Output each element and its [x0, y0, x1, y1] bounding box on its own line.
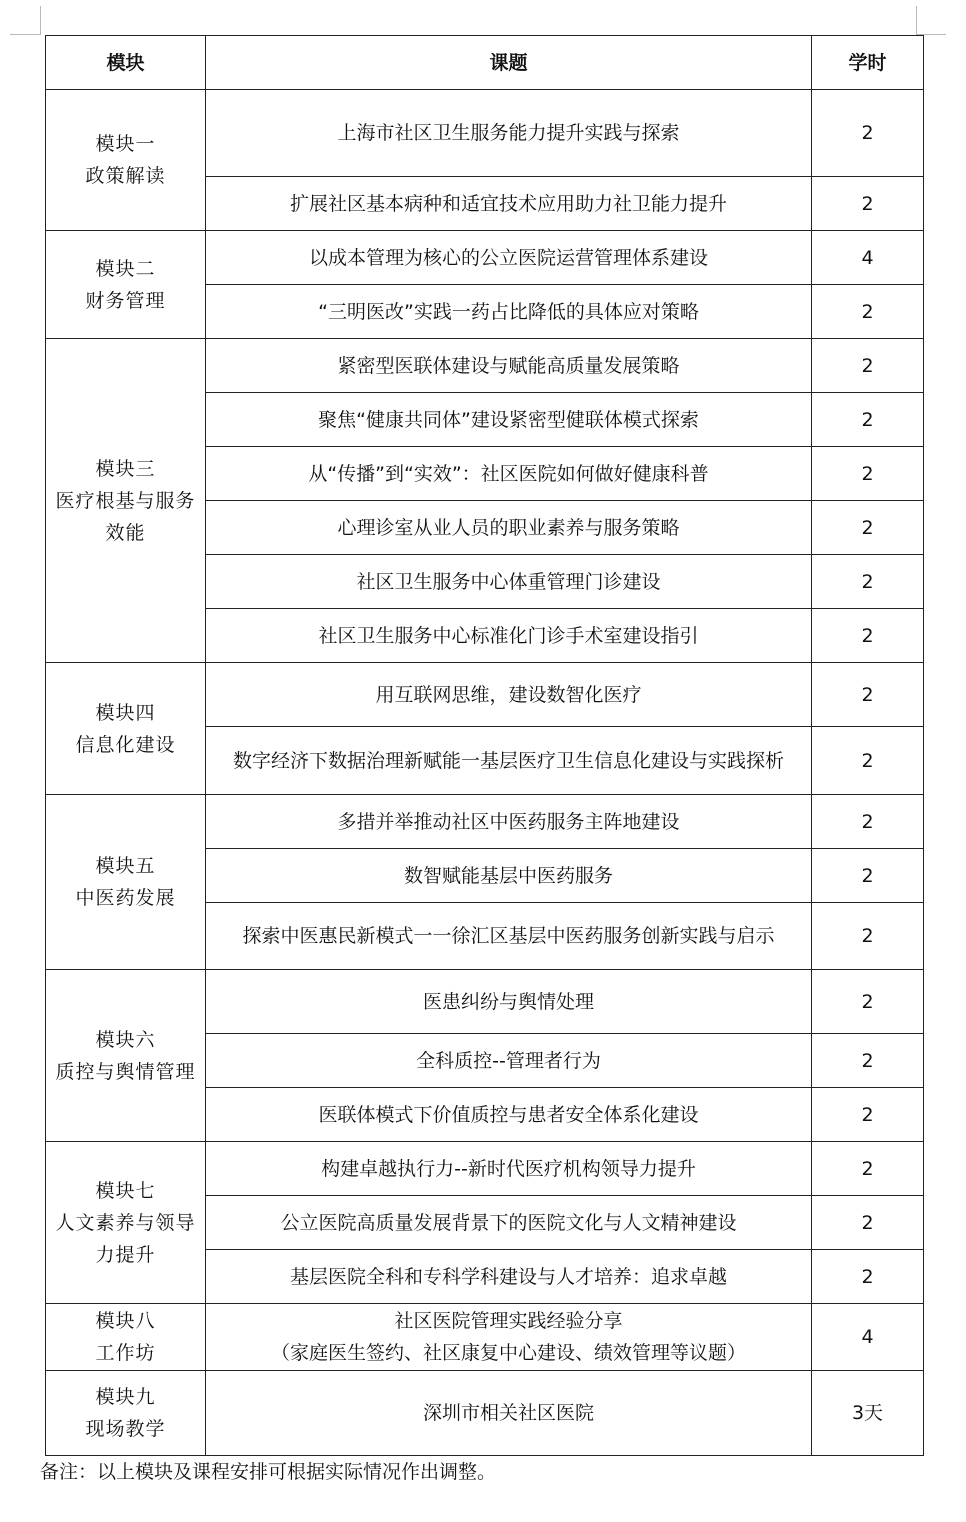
topic-cell: 社区卫生服务中心标准化门诊手术室建设指引 [206, 609, 812, 663]
module-number: 模块五 [95, 855, 156, 877]
hours-cell: 2 [812, 1034, 924, 1088]
table-row [46, 1304, 924, 1371]
table-row [46, 970, 924, 1034]
module-number: 模块一 [95, 133, 156, 155]
header-hours: 学时 [812, 36, 924, 90]
topic-cell: 以成本管理为核心的公立医院运营管理体系建设 [206, 231, 812, 285]
hours-cell: 2 [812, 339, 924, 393]
hours-cell: 2 [812, 970, 924, 1034]
table-row [46, 231, 924, 285]
module-number: 模块七 [95, 1179, 156, 1202]
module-number: 模块九 [95, 1386, 156, 1408]
header-topic: 课题 [206, 36, 812, 90]
module-cell-8 [46, 1304, 206, 1371]
module-cell-5 [46, 795, 206, 970]
topic-cell: 探索中医惠民新模式一一徐汇区基层中医药服务创新实践与启示 [206, 903, 812, 970]
topic-cell: 多措并举推动社区中医药服务主阵地建设 [206, 795, 812, 849]
topic-cell: 构建卓越执行力--新时代医疗机构领导力提升 [206, 1142, 812, 1196]
topic-cell: 医联体模式下价值质控与患者安全体系化建设 [206, 1088, 812, 1142]
hours-cell: 2 [812, 1142, 924, 1196]
topic-subtitle: （家庭医生签约、社区康复中心建设、绩效管理等议题） [270, 1342, 746, 1364]
module-name: 财务管理 [85, 289, 166, 312]
table-row [46, 795, 924, 849]
topic-cell: 聚焦“健康共同体”建设紧密型健联体模式探索 [206, 393, 812, 447]
header-row [46, 36, 924, 90]
topic-title: 社区医院管理实践经验分享 [394, 1310, 623, 1332]
hours-cell: 2 [812, 177, 924, 231]
topic-cell: 深圳市相关社区医院 [206, 1371, 812, 1456]
hours-cell: 2 [812, 393, 924, 447]
hours-cell: 2 [812, 795, 924, 849]
module-number: 模块四 [95, 701, 156, 724]
hours-cell: 4 [812, 231, 924, 285]
module-name: 质控与舆情管理 [55, 1060, 196, 1083]
module-name: 信息化建设 [75, 733, 176, 756]
module-cell-2 [46, 231, 206, 339]
table-row [46, 90, 924, 177]
crop-mark-right-v [916, 6, 917, 34]
module-cell-6 [46, 970, 206, 1142]
module-cell-4 [46, 663, 206, 795]
remark-note: 备注：以上模块及课程安排可根据实际情况作出调整。 [40, 1461, 497, 1483]
topic-cell: 上海市社区卫生服务能力提升实践与探索 [206, 90, 812, 177]
topic-cell: 心理诊室从业人员的职业素养与服务策略 [206, 501, 812, 555]
topic-cell: 医患纠纷与舆情处理 [206, 970, 812, 1034]
module-name: 现场教学 [85, 1418, 166, 1440]
topic-cell: 扩展社区基本病种和适宜技术应用助力社卫能力提升 [206, 177, 812, 231]
topic-cell: 数智赋能基层中医药服务 [206, 849, 812, 903]
topic-cell: 数字经济下数据治理新赋能一基层医疗卫生信息化建设与实践探析 [206, 727, 812, 795]
hours-cell: 2 [812, 555, 924, 609]
table-row [46, 339, 924, 393]
hours-cell: 2 [812, 1250, 924, 1304]
module-name: 中医药发展 [75, 887, 176, 909]
module-number: 模块二 [95, 257, 156, 280]
crop-mark-left-h [10, 34, 41, 35]
crop-mark-left-v [40, 6, 41, 34]
hours-cell: 2 [812, 447, 924, 501]
module-name: 政策解读 [85, 165, 166, 187]
hours-cell: 2 [812, 90, 924, 177]
topic-cell: 基层医院全科和专科学科建设与人才培养：追求卓越 [206, 1250, 812, 1304]
module-cell-3 [46, 339, 206, 663]
module-name: 医疗根基与服务效能 [55, 489, 196, 544]
topic-cell: 用互联网思维，建设数智化医疗 [206, 663, 812, 727]
course-schedule-table [45, 35, 924, 1456]
module-cell-1 [46, 90, 206, 231]
hours-cell: 4 [812, 1304, 924, 1371]
table-row [46, 1371, 924, 1456]
topic-cell: 全科质控--管理者行为 [206, 1034, 812, 1088]
hours-cell: 2 [812, 609, 924, 663]
topic-cell: 从“传播”到“实效”：社区医院如何做好健康科普 [206, 447, 812, 501]
hours-cell: 2 [812, 903, 924, 970]
topic-cell: 紧密型医联体建设与赋能高质量发展策略 [206, 339, 812, 393]
module-number: 模块六 [95, 1028, 156, 1051]
module-name: 人文素养与领导力提升 [55, 1211, 196, 1266]
hours-cell: 2 [812, 663, 924, 727]
topic-cell [206, 1304, 812, 1371]
topic-cell: 社区卫生服务中心体重管理门诊建设 [206, 555, 812, 609]
module-name: 工作坊 [95, 1342, 156, 1364]
table-row [46, 1142, 924, 1196]
hours-cell: 2 [812, 849, 924, 903]
hours-cell: 2 [812, 501, 924, 555]
table-row [46, 663, 924, 727]
topic-cell: 公立医院高质量发展背景下的医院文化与人文精神建设 [206, 1196, 812, 1250]
module-cell-9 [46, 1371, 206, 1456]
topic-cell: “三明医改”实践一药占比降低的具体应对策略 [206, 285, 812, 339]
hours-cell: 3天 [812, 1371, 924, 1456]
module-number: 模块八 [95, 1310, 156, 1332]
hours-cell: 2 [812, 285, 924, 339]
module-cell-7 [46, 1142, 206, 1304]
hours-cell: 2 [812, 727, 924, 795]
hours-cell: 2 [812, 1196, 924, 1250]
module-number: 模块三 [95, 457, 156, 480]
header-module: 模块 [46, 36, 206, 90]
hours-cell: 2 [812, 1088, 924, 1142]
